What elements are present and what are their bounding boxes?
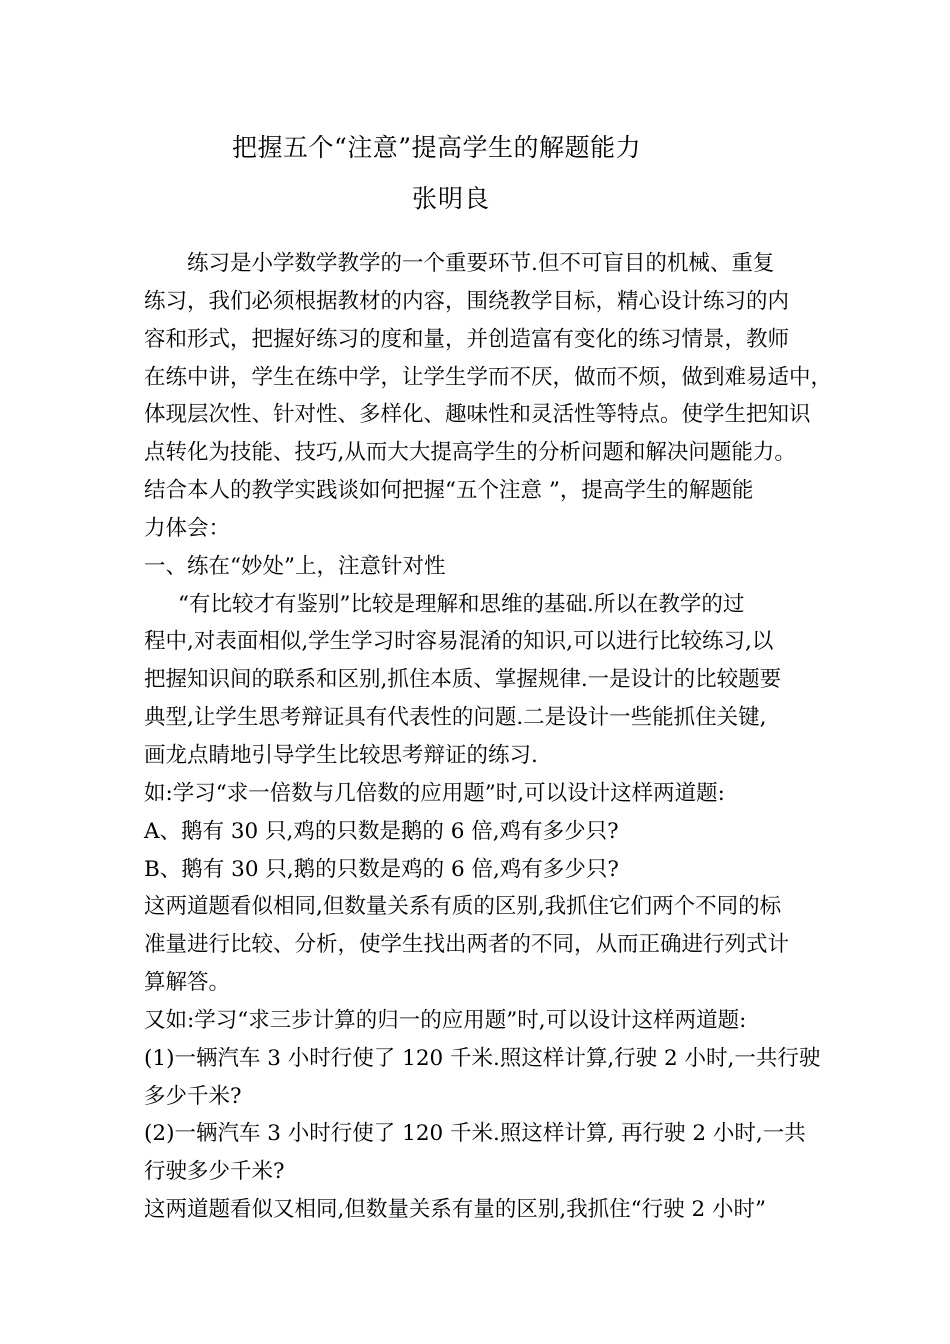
paragraph-line: 练习是小学数学教学的一个重要环节.但不可盲目的机械、重复 (187, 251, 775, 276)
paragraph-line: 力体会： (144, 515, 231, 541)
paragraph-line: 这两道题看似相同,但数量关系有质的区别,我抓住它们两个不同的标 (144, 894, 782, 920)
example-line-a: A、鹅有 30 只,鸡的只数是鹅的 6 倍,鸡有多少只? (144, 818, 619, 844)
section-heading: 一、练在“妙处”上，注意针对性 (144, 553, 446, 579)
paragraph-line: 准量进行比较、分析，使学生找出两者的不同，从而正确进行列式计 (144, 932, 790, 958)
paragraph-line: 如:学习“求一倍数与几倍数的应用题”时,可以设计这样两道题: (144, 780, 725, 806)
paragraph-line: 容和形式，把握好练习的度和量，并创造富有变化的练习情景，教师 (144, 326, 790, 352)
paragraph-line: 典型,让学生思考辩证具有代表性的问题.二是设计一些能抓住关键, (144, 705, 767, 731)
paragraph-line: 练习，我们必须根据教材的内容，围绕教学目标，精心设计练习的内 (144, 288, 790, 314)
paragraph-line: 把握知识间的联系和区别,抓住本质、掌握规律.一是设计的比较题要 (144, 667, 782, 693)
document-author: 张明良 (412, 184, 491, 213)
document-title: 把握五个“注意”提高学生的解题能力 (232, 133, 642, 162)
example-line-2: (2)一辆汽车 3 小时行使了 120 千米.照这样计算, 再行驶 2 小时,一共 (144, 1121, 806, 1147)
paragraph-line: 点转化为技能、技巧,从而大大提高学生的分析问题和解决问题能力。 (144, 440, 796, 466)
example-line-b: B、鹅有 30 只,鹅的只数是鸡的 6 倍,鸡有多少只? (144, 856, 619, 882)
example-line-1: (1)一辆汽车 3 小时行使了 120 千米.照这样计算,行驶 2 小时,一共行驶 (144, 1045, 821, 1071)
paragraph-line: 结合本人的教学实践谈如何把握“五个注意 ”，提高学生的解题能 (144, 478, 754, 504)
paragraph-line: 在练中讲，学生在练中学，让学生学而不厌，做而不烦，做到难易适中， (144, 364, 833, 390)
paragraph-line: 算解答。 (144, 970, 231, 996)
paragraph-line: 又如:学习“求三步计算的归一的应用题”时,可以设计这样两道题: (144, 1007, 747, 1033)
paragraph-line: 程中,对表面相似,学生学习时容易混淆的知识,可以进行比较练习,以 (144, 629, 774, 655)
paragraph-line: 这两道题看似又相同,但数量关系有量的区别,我抓住“行驶 2 小时” (144, 1197, 767, 1223)
paragraph-line: 体现层次性、针对性、多样化、趣味性和灵活性等特点。使学生把知识 (144, 402, 811, 428)
paragraph-line: “有比较才有鉴别”比较是理解和思维的基础.所以在教学的过 (178, 591, 745, 617)
document-body (144, 245, 833, 1229)
paragraph-line: 多少千米? (144, 1083, 242, 1109)
paragraph-line: 画龙点睛地引导学生比较思考辩证的练习. (144, 742, 538, 768)
paragraph-line: 行驶多少千米? (144, 1159, 285, 1185)
